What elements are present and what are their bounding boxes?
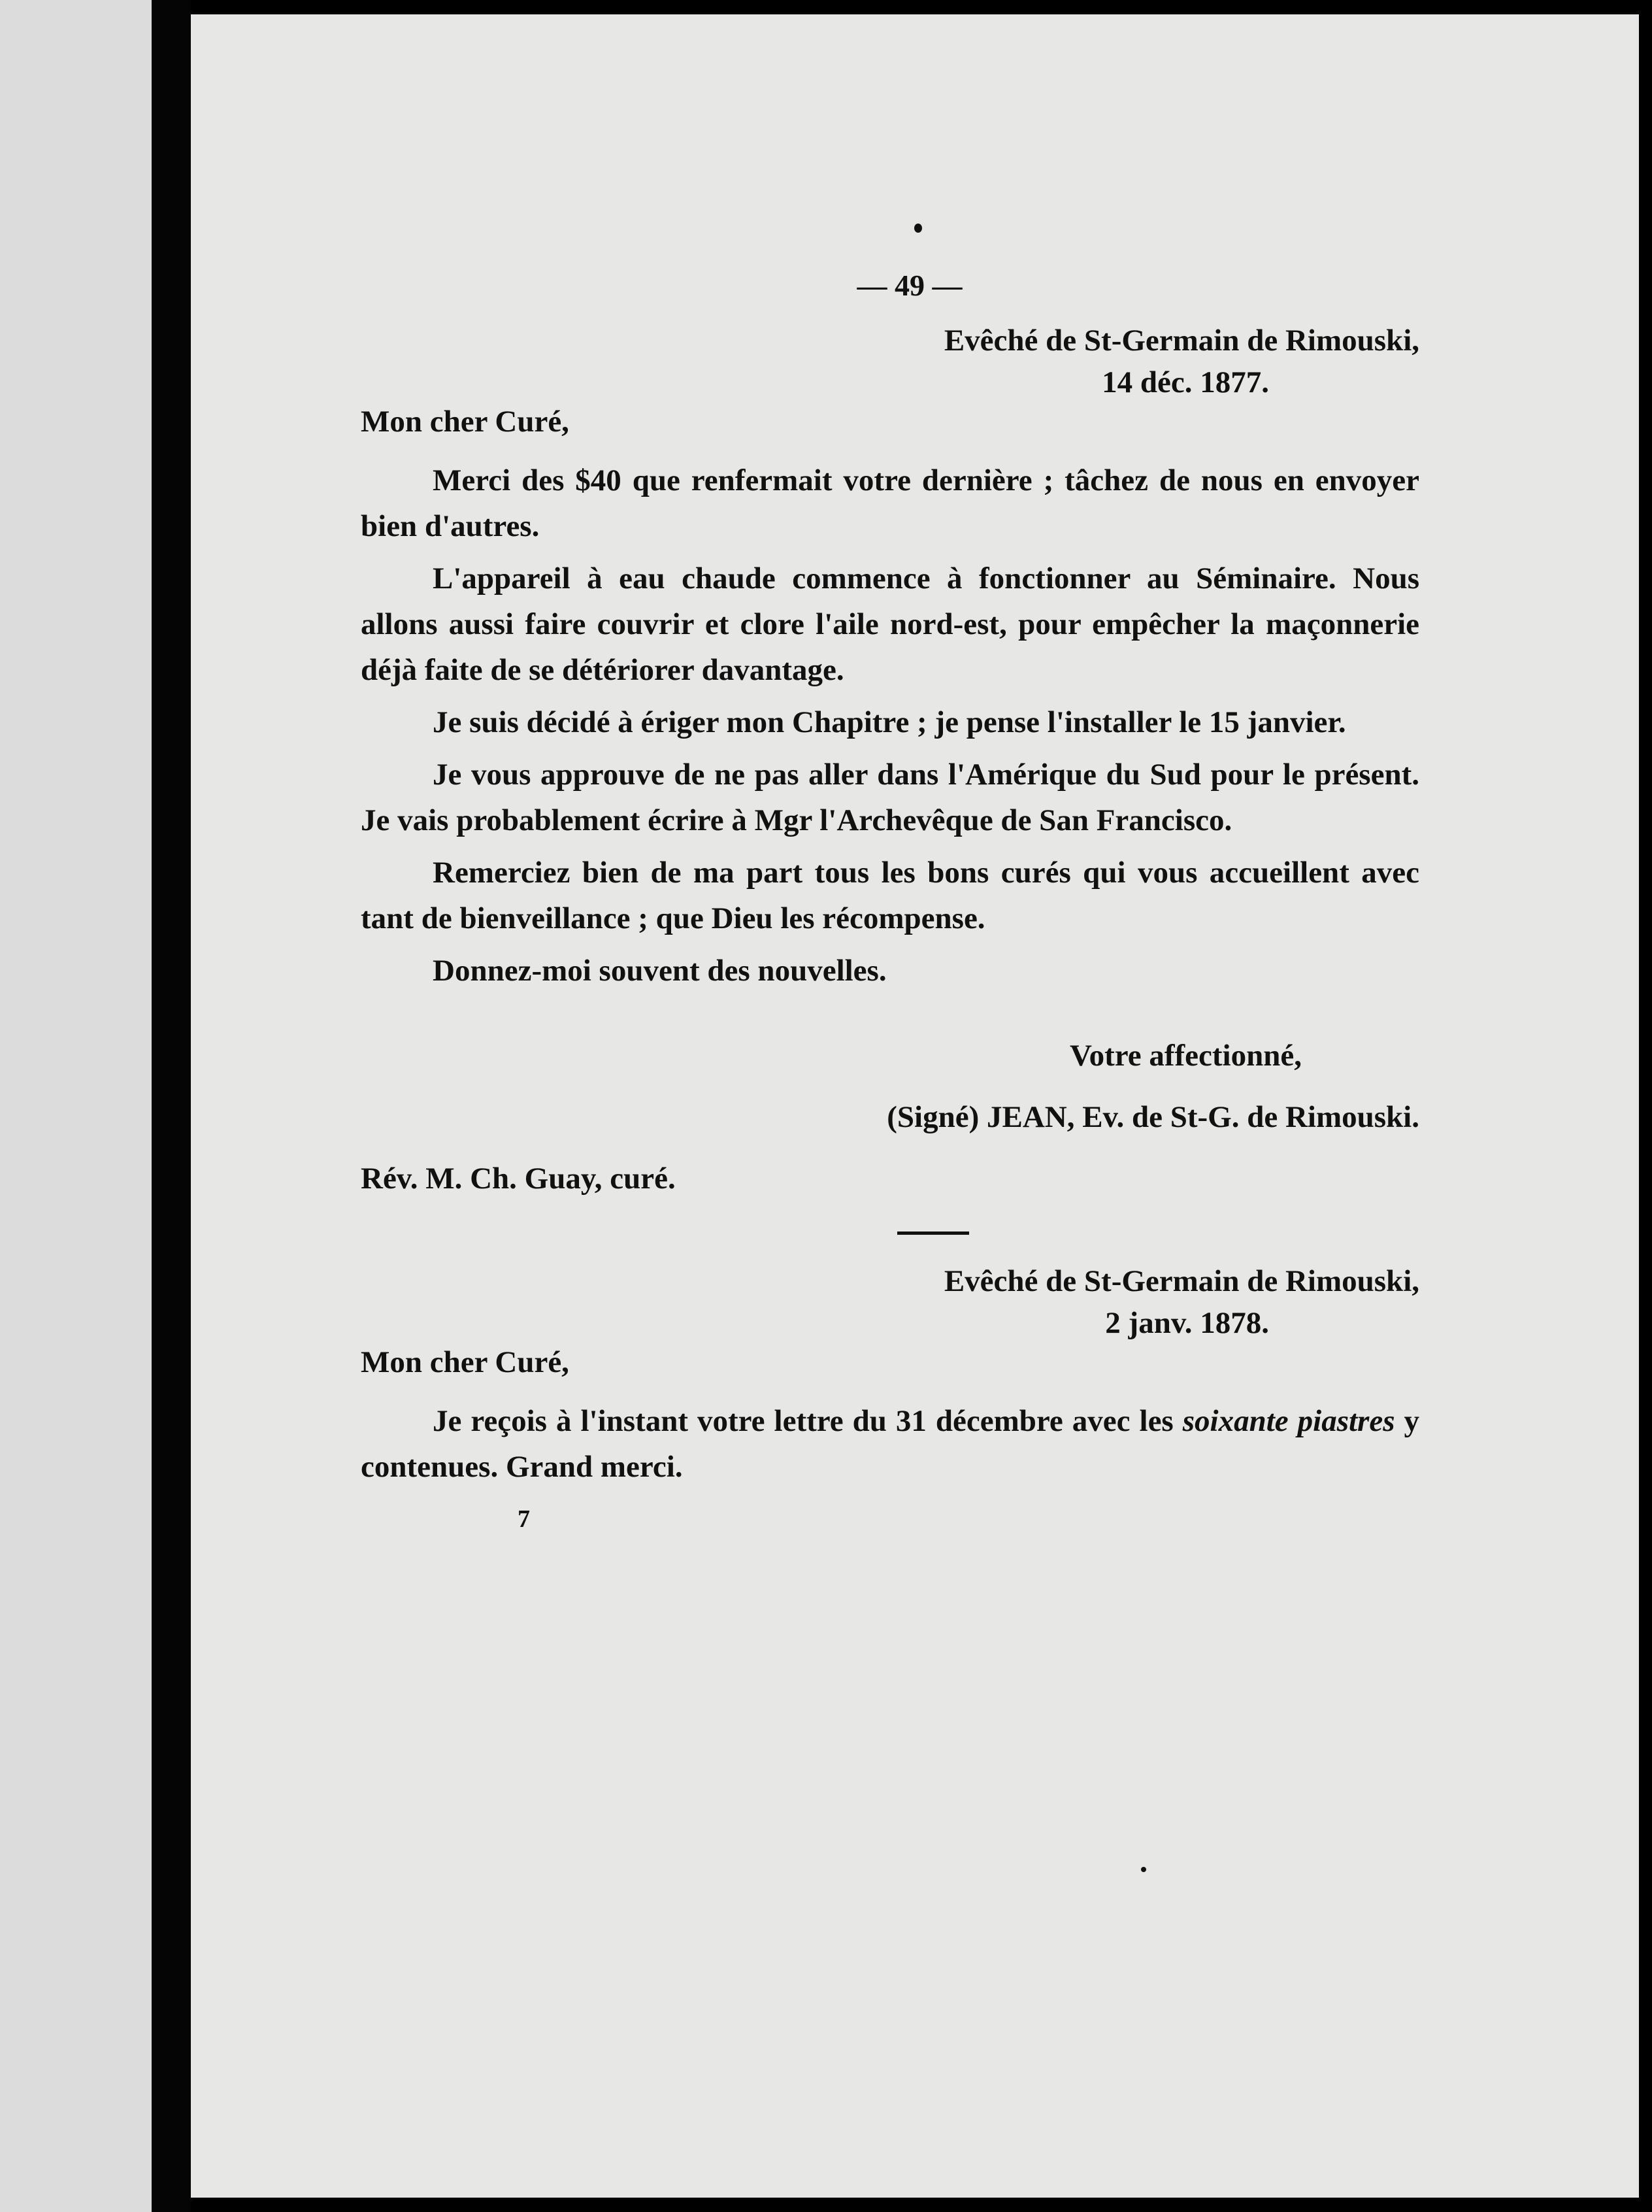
letter-2 xyxy=(361,1258,1419,1490)
letter-1-place: Evêché de St-Germain de Rimouski, xyxy=(944,324,1419,358)
book-page xyxy=(191,14,1639,2198)
ink-speck xyxy=(1141,1867,1146,1872)
letter-2-place: Evêché de St-Germain de Rimouski, xyxy=(944,1264,1419,1298)
letter-1-paragraph: Merci des $40 que renfermait votre dernière ; tâchez de nous en envoyer bien d'autres. xyxy=(361,463,1419,543)
facing-page xyxy=(0,0,152,2212)
letter-2-paragraph xyxy=(361,1398,1419,1490)
book-gutter xyxy=(152,0,191,2212)
page-number: — 49 — xyxy=(857,269,963,302)
page-text xyxy=(361,263,1419,1542)
letter-1-paragraph: Donnez-moi souvent des nouvelles. xyxy=(433,954,887,988)
letter-1-signature: (Signé) JEAN, Ev. de St-G. de Rimouski. xyxy=(887,1100,1419,1134)
letter-2-salutation: Mon cher Curé, xyxy=(361,1345,569,1379)
letter-1-date: 14 déc. 1877. xyxy=(1102,365,1269,399)
signature-mark: 7 xyxy=(518,1505,530,1533)
letter-2-text-end: y contenues. Grand merci. xyxy=(361,1404,1420,1484)
letter-1-paragraph: L'appareil à eau chaude commence à fonctionner au Séminaire. Nous allons aussi faire couvrir et clore l'aile nord-est, pour empêcher la maçonnerie déjà faite de se détériorer davantage. xyxy=(361,561,1419,687)
letter-2-text: Je reçois à l'instant votre lettre du 31 décembre avec les xyxy=(433,1404,1183,1438)
letter-1-paragraph: Remerciez bien de ma part tous les bons curés qui vous accueillent avec tant de bienveillance ; que Dieu les récompense. xyxy=(361,856,1419,935)
ink-speck xyxy=(914,224,922,233)
letter-separator xyxy=(897,1232,969,1235)
letter-1-paragraph: Je vous approuve de ne pas aller dans l'Amérique du Sud pour le présent. Je vais probablement écrire à Mgr l'Archevêque de San Francisco. xyxy=(361,758,1419,837)
letter-1-recipient: Rév. M. Ch. Guay, curé. xyxy=(361,1162,676,1196)
letter-2-date: 2 janv. 1878. xyxy=(1105,1306,1269,1340)
letter-1-paragraph: Je suis décidé à ériger mon Chapitre ; je pense l'installer le 15 janvier. xyxy=(433,705,1346,739)
letter-2-italic-text: soixante piastres xyxy=(1182,1404,1395,1438)
letter-1-salutation: Mon cher Curé, xyxy=(361,405,569,439)
letter-1 xyxy=(361,318,1419,1201)
letter-1-closing: Votre affectionné, xyxy=(1069,1039,1302,1073)
